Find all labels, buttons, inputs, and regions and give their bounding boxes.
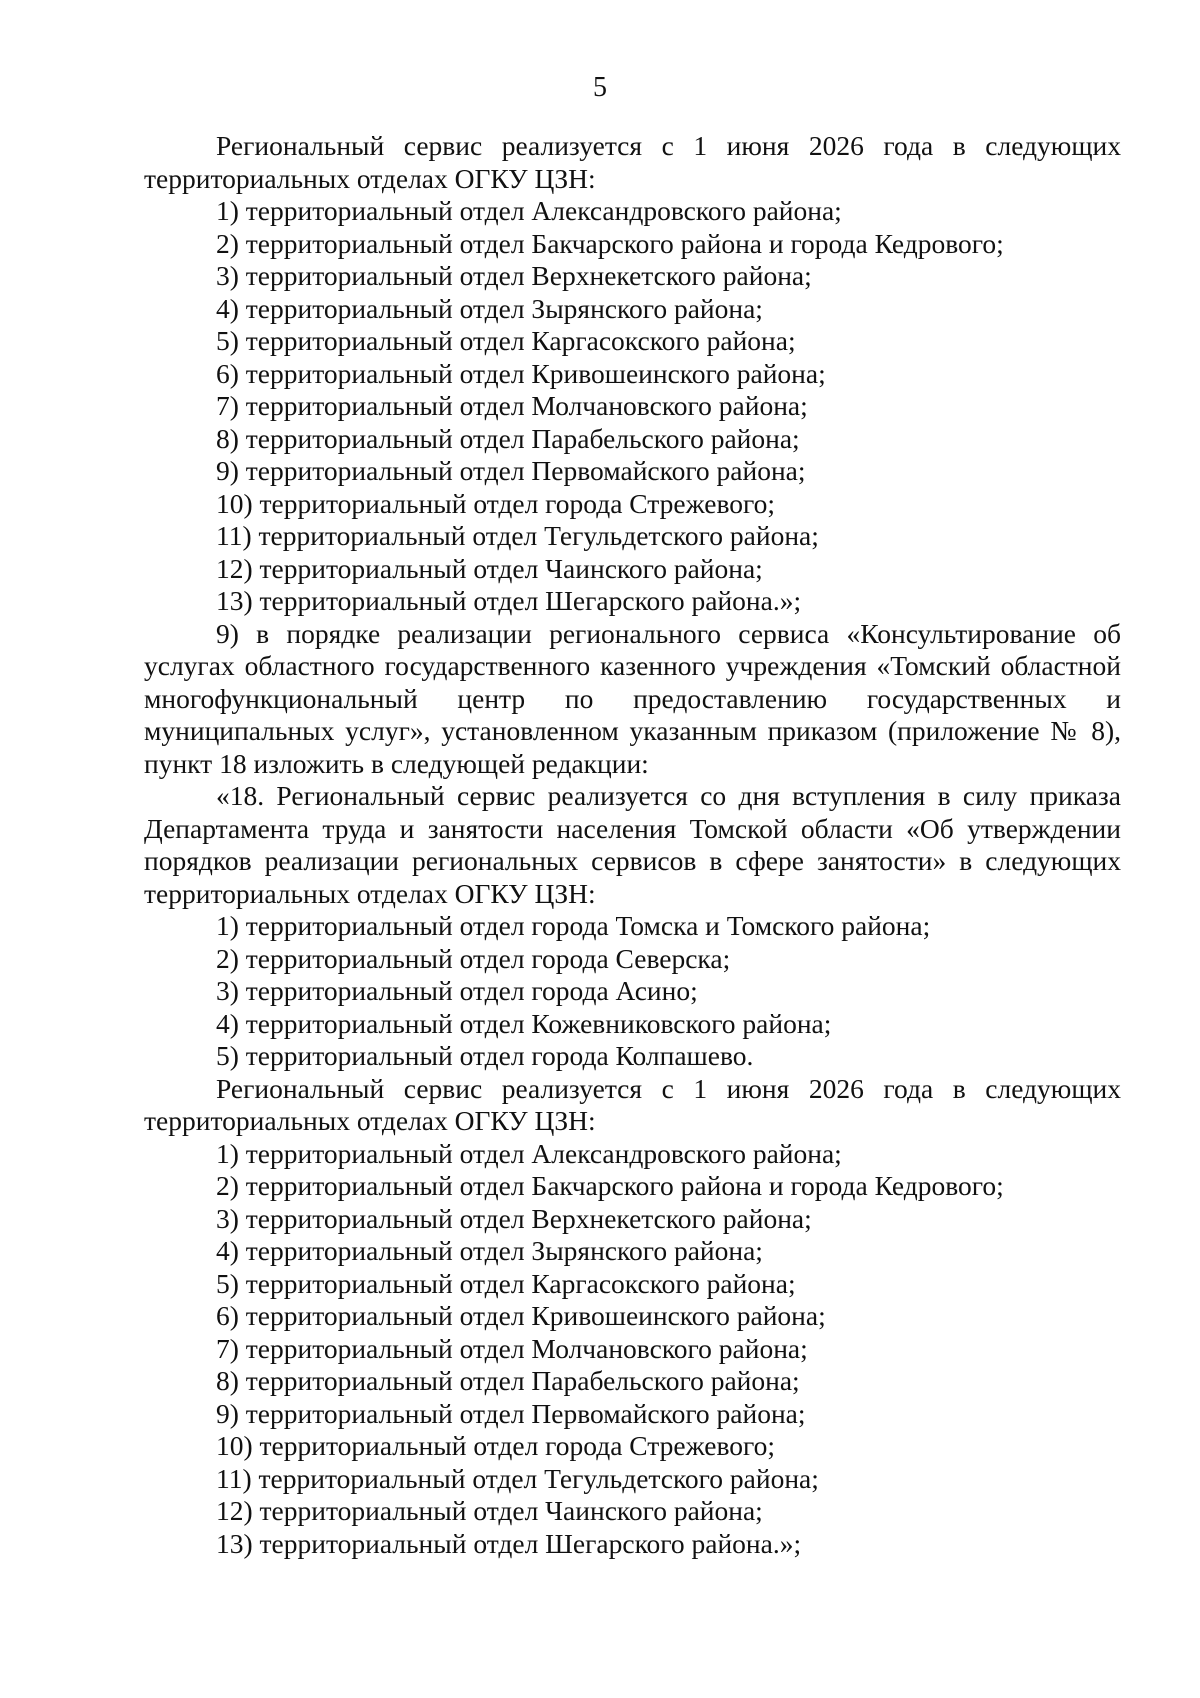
list-item: 5) территориальный отдел города Колпашево. <box>216 1040 754 1071</box>
list-item: 3) территориальный отдел города Асино; <box>216 975 698 1006</box>
list-item: 2) территориальный отдел Бакчарского района и города Кедрового; <box>216 227 1004 259</box>
list-item: 2) территориальный отдел Бакчарского района и города Кедрового; <box>216 1170 1004 1201</box>
paragraph: «18. Региональный сервис реализуется со дня вступления в силу приказа Департамента труда и занятости населения Томской области «Об утверждении порядков реализации региональных сервисов в сфере занятости» в следующих территориальных отделах ОГКУ ЦЗН: <box>144 780 1121 909</box>
list-item: 12) территориальный отдел Чаинского района; <box>216 552 763 584</box>
list-item: 2) территориальный отдел города Северска; <box>216 942 731 974</box>
list-item: 12) территориальный отдел Чаинского района; <box>216 1495 763 1526</box>
list-item: 5) территориальный отдел Каргасокского района; <box>216 325 796 356</box>
list-item: 1) территориальный отдел Александровского района; <box>216 1137 842 1169</box>
list-item: 7) территориальный отдел Молчановского района; <box>216 1332 808 1364</box>
list-item: 6) территориальный отдел Кривошеинского района; <box>216 357 826 389</box>
list-item: 3) территориальный отдел Верхнекетского района; <box>216 1202 812 1234</box>
document-body <box>144 130 1121 1560</box>
list-item: 1) территориальный отдел Александровского района; <box>216 195 842 226</box>
list-item: 4) территориальный отдел Кожевниковского района; <box>216 1007 832 1039</box>
list-item: 11) территориальный отдел Тегульдетского района; <box>216 1462 819 1494</box>
paragraph: Региональный сервис реализуется с 1 июня 2026 года в следующих территориальных отделах ОГКУ ЦЗН: <box>144 1072 1121 1136</box>
list-item: 7) территориальный отдел Молчановского района; <box>216 390 808 421</box>
list-item: 5) территориальный отдел Каргасокского района; <box>216 1267 796 1299</box>
list-item: 8) территориальный отдел Парабельского района; <box>216 422 800 454</box>
list-item: 9) территориальный отдел Первомайского района; <box>216 1397 806 1429</box>
list-item: 13) территориальный отдел Шегарского района.»; <box>216 585 802 616</box>
list-item: 8) территориальный отдел Парабельского района; <box>216 1365 800 1396</box>
list-item: 10) территориальный отдел города Стрежевого; <box>216 1430 775 1461</box>
list-item: 1) территориальный отдел города Томска и Томского района; <box>216 910 931 941</box>
list-item: 10) территориальный отдел города Стрежевого; <box>216 487 775 519</box>
paragraph: 9) в порядке реализации регионального сервиса «Консультирование об услугах областного государственного казенного учреждения «Томский областной многофункциональный центр по предоставлению государственных и муниципальных услуг», установленном указанным приказом (приложение № 8), пункт 18 изложить в следующей редакции: <box>144 617 1121 779</box>
list-item: 13) территориальный отдел Шегарского района.»; <box>216 1527 802 1559</box>
list-item: 6) территориальный отдел Кривошеинского района; <box>216 1300 826 1331</box>
list-item: 11) территориальный отдел Тегульдетского района; <box>216 520 819 551</box>
list-item: 4) территориальный отдел Зырянского района; <box>216 292 763 324</box>
list-item: 4) территориальный отдел Зырянского района; <box>216 1235 763 1266</box>
page-number: 5 <box>593 72 607 103</box>
list-item: 3) территориальный отдел Верхнекетского района; <box>216 260 812 291</box>
paragraph: Региональный сервис реализуется с 1 июня 2026 года в следующих территориальных отделах ОГКУ ЦЗН: <box>144 130 1121 194</box>
list-item: 9) территориальный отдел Первомайского района; <box>216 455 806 486</box>
